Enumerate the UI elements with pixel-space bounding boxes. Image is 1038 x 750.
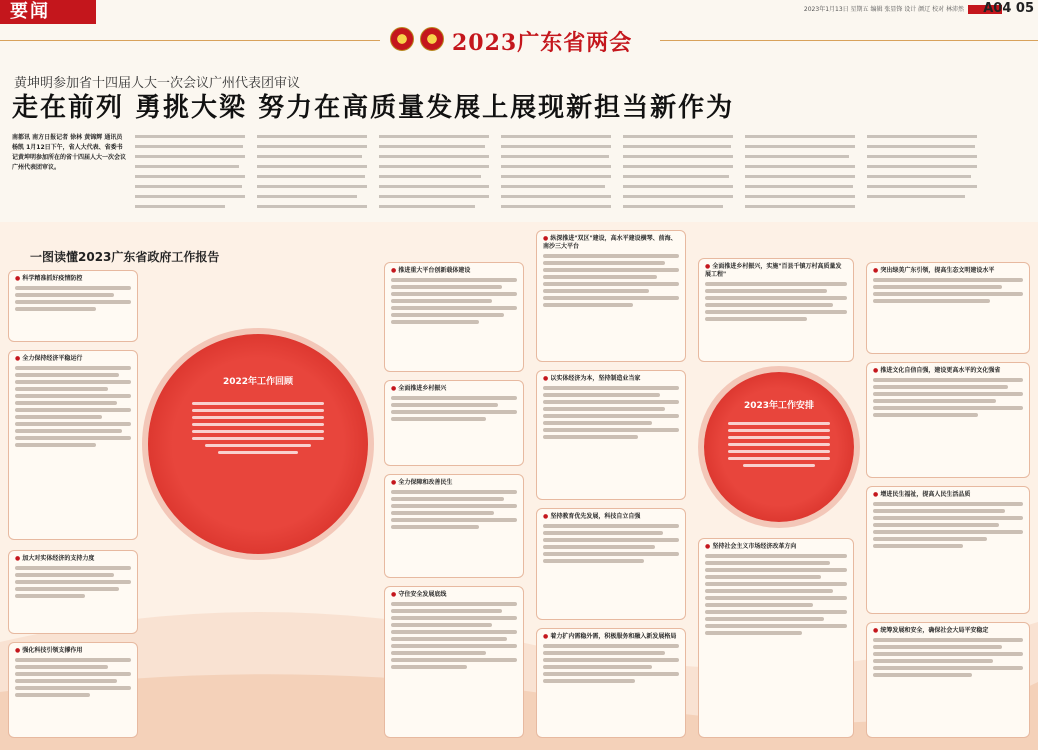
info-box-title: ● 科学精准抓好疫情防控 <box>15 275 131 283</box>
banner <box>0 24 1038 58</box>
info-box-title: ● 全力保障和改善民生 <box>391 479 517 487</box>
infographic-title: 一图读懂2023广东省政府工作报告 <box>30 250 220 264</box>
info-box-title: ● 守住安全发展底线 <box>391 591 517 599</box>
info-box-title: ● 坚持教育优先发展，科技自立自强 <box>543 513 679 521</box>
page-header <box>0 0 1038 24</box>
banner-title: 2023广东省两会 <box>452 30 633 56</box>
banner-rule-right <box>660 40 1038 41</box>
infographic <box>0 222 1038 750</box>
info-box-title: ● 突出绿美广东引领，提高生态文明建设水平 <box>873 267 1023 275</box>
info-box <box>384 262 524 372</box>
info-box <box>8 350 138 540</box>
info-box <box>536 230 686 362</box>
info-box <box>8 270 138 342</box>
info-box <box>866 362 1030 478</box>
info-box-title: ● 全面推进乡村振兴 <box>391 385 517 393</box>
info-box <box>384 474 524 578</box>
national-emblem-icon <box>390 27 414 51</box>
article-column-1 <box>12 133 127 213</box>
info-box <box>8 642 138 738</box>
info-box <box>384 586 524 738</box>
article-subhead: 黄坤明参加省十四届人大一次会议广州代表团审议 <box>14 76 301 91</box>
info-box-title: ● 推进重大平台创新载体建设 <box>391 267 517 275</box>
info-box <box>866 622 1030 738</box>
article-headline: 走在前列 勇挑大梁 努力在高质量发展上展现新担当新作为 <box>12 93 735 123</box>
info-box-title: ● 全力保持经济平稳运行 <box>15 355 131 363</box>
info-box <box>536 370 686 500</box>
dateline: 2023年1月13日 星期五 编辑 张显锋 设计 颜辽 校对 林沛然 <box>803 6 964 13</box>
cppcc-emblem-icon <box>420 27 444 51</box>
plan-circle-title: 2023年工作安排 <box>743 401 815 411</box>
info-box-title: ● 增进民生福祉，提高人民生活品质 <box>873 491 1023 499</box>
article-body-columns <box>135 133 1035 213</box>
review-circle-title: 2022年工作回顾 <box>222 377 294 387</box>
info-box-title: ● 纵深推进"双区"建设，高水平建设横琴、前海、南沙三大平台 <box>543 235 679 251</box>
page-number: A04 05 <box>983 1 1034 16</box>
info-box <box>698 258 854 362</box>
banner-rule-left <box>0 40 380 41</box>
article-lead: 南都讯 南方日报记者 徐林 黄锦辉 通讯员 杨凯 1月12日下午，省人大代表、省委书记黄坤明参加所在的省十四届人大一次会议广州代表团审议。 <box>12 134 127 171</box>
review-circle <box>148 334 368 554</box>
info-box <box>536 508 686 620</box>
info-box <box>698 538 854 738</box>
info-box <box>8 550 138 634</box>
info-box-title: ● 推进文化自信自强，建设更高水平的文化强省 <box>873 367 1023 375</box>
info-box <box>384 380 524 466</box>
plan-circle-text <box>728 418 830 471</box>
info-box-title: ● 全面推进乡村振兴，实施"百县千镇万村高质量发展工程" <box>705 263 847 279</box>
info-box <box>866 262 1030 354</box>
review-circle-text <box>192 398 324 458</box>
section-label: 要闻 <box>0 0 96 24</box>
info-box-title: ● 统筹发展和安全，确保社会大局平安稳定 <box>873 627 1023 635</box>
info-box-title: ● 强化科技引领支撑作用 <box>15 647 131 655</box>
article-body-text-lines <box>135 133 1035 213</box>
info-box <box>536 628 686 738</box>
info-box-title: ● 加大对实体经济的支持力度 <box>15 555 131 563</box>
info-box-title: ● 以实体经济为本，坚持制造业当家 <box>543 375 679 383</box>
info-box-title: ● 坚持社会主义市场经济改革方向 <box>705 543 847 551</box>
info-box-title: ● 着力扩内需稳外需，积极服务和融入新发展格局 <box>543 633 679 641</box>
plan-circle <box>704 372 854 522</box>
info-box <box>866 486 1030 614</box>
